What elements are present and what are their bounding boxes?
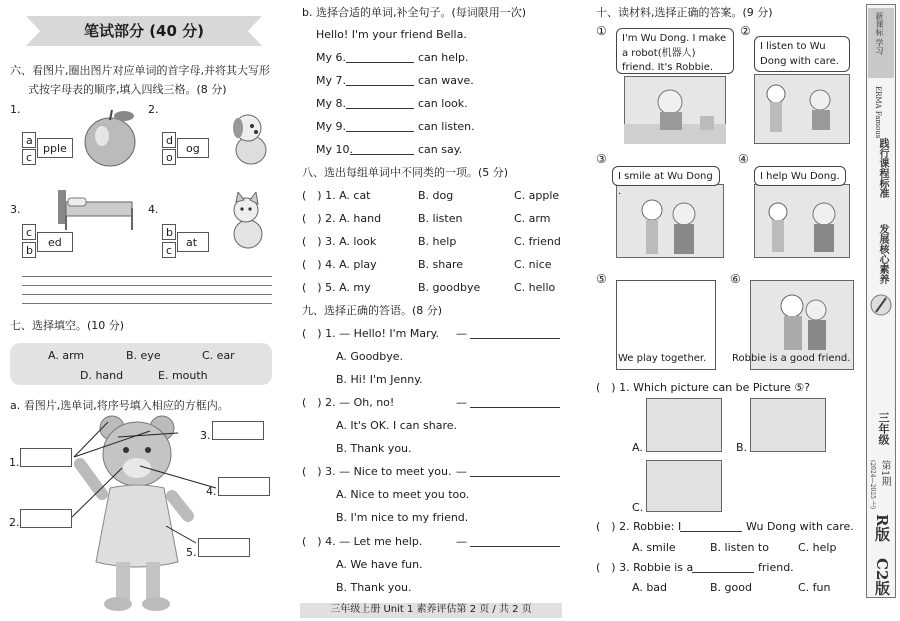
answer-box-4[interactable] <box>218 477 270 496</box>
q10-1-b[interactable]: B. <box>736 441 748 454</box>
apple-image <box>80 106 140 168</box>
caption-5: We play together. <box>618 353 707 364</box>
q9-4-a: A. We have fun. <box>336 558 423 571</box>
side-slogan-2: 发展核心素养 <box>877 224 888 284</box>
boy-robot-scene-4 <box>754 184 850 258</box>
q8-1-c: C. apple <box>514 189 560 202</box>
q9-title: 九、选择正确的答语。(8 分) <box>302 304 443 317</box>
pic-num-1: ① <box>596 24 607 38</box>
letter-box-o[interactable]: o <box>162 149 176 165</box>
q10-2-blank[interactable] <box>680 531 742 532</box>
blank-8[interactable] <box>346 108 414 109</box>
q10-3-end: friend. <box>758 561 794 574</box>
q7-title: 七、选择填空。(10 分) <box>10 319 125 332</box>
section-header-banner <box>26 14 262 48</box>
b-line-9-prefix: My 9. <box>316 120 346 133</box>
q9-4-b: B. Thank you. <box>336 581 412 594</box>
word-box-pple: pple <box>37 138 73 158</box>
q9-4-dash: — <box>456 535 467 548</box>
word-box-at: at <box>177 232 209 252</box>
q6-title-2: 式按字母表的顺序,填入四线三格。(8 分) <box>28 83 227 96</box>
q10-1-question[interactable]: ( ) 1. Which picture can be Picture ⑤? <box>596 381 810 394</box>
q6-num-4: 4. <box>148 203 159 216</box>
side-slogan-1: 践行课程标准 <box>877 138 888 198</box>
cat-image <box>224 192 270 250</box>
q6-num-3: 3. <box>10 203 21 216</box>
pic-num-5: ⑤ <box>596 272 607 286</box>
caption-6: Robbie is a good friend. <box>732 353 851 364</box>
boy-robot-scene-3 <box>616 184 724 258</box>
speech-bubble-4: I help Wu Dong. <box>754 166 846 186</box>
answer-box-5[interactable] <box>198 538 250 557</box>
letter-box-b[interactable]: b <box>22 242 36 258</box>
q8-1-b: B. dog <box>418 189 454 202</box>
option-c-image <box>646 460 722 512</box>
q10-3-b[interactable]: B. good <box>710 581 752 594</box>
b-line-7-prefix: My 7. <box>316 74 346 87</box>
q8-2-c: C. arm <box>514 212 551 225</box>
option-a-image <box>646 398 722 452</box>
word-box-og: og <box>177 138 209 158</box>
q8-3-c: C. friend <box>514 235 561 248</box>
q10-2-question[interactable]: ( ) 2. Robbie: I <box>596 520 682 533</box>
q8-5-c: C. hello <box>514 281 556 294</box>
q9-2-dash: — <box>456 396 467 409</box>
q9-4-question[interactable]: ( ) 4. — Let me help. <box>302 535 423 548</box>
q6-num-2: 2. <box>148 103 159 116</box>
opt-eye: B. eye <box>126 349 161 362</box>
q8-row-5[interactable]: ( ) 5. A. my <box>302 281 371 294</box>
q6-num-1: 1. <box>10 103 21 116</box>
q8-4-b: B. share <box>418 258 464 271</box>
letter-box-c[interactable]: c <box>22 149 36 165</box>
side-grade: 三年级 <box>877 412 890 445</box>
b-line-8-prefix: My 8. <box>316 97 346 110</box>
q9-1-question[interactable]: ( ) 1. — Hello! I'm Mary. <box>302 327 440 340</box>
page-footer: 三年级上册 Unit 1 素养评估第 2 页 / 共 2 页 <box>330 604 532 615</box>
opt-ear: C. ear <box>202 349 235 362</box>
b-line-9-end: can listen. <box>418 120 475 133</box>
pic-num-2: ② <box>740 24 751 38</box>
q8-row-1[interactable]: ( ) 1. A. cat <box>302 189 371 202</box>
q7a-num-3: 3. <box>200 429 211 442</box>
q9-2-blank[interactable] <box>470 407 560 408</box>
q7a-num-5: 5. <box>186 546 197 559</box>
q7a-num-2: 2. <box>9 516 20 529</box>
pic-num-4: ④ <box>738 152 749 166</box>
q6-title: 六、看图片,圈出图片对应单词的首字母,并将其大写形 <box>10 64 270 77</box>
b-line-6-end: can help. <box>418 51 469 64</box>
speech-bubble-3: I smile at Wu Dong . <box>612 166 720 186</box>
q9-2-b: B. Thank you. <box>336 442 412 455</box>
word-box-ed: ed <box>37 232 73 252</box>
q9-1-b: B. Hi! I'm Jenny. <box>336 373 423 386</box>
bed-image <box>54 186 140 234</box>
q8-5-b: B. goodbye <box>418 281 481 294</box>
side-brand: ERMA Famous <box>874 86 882 139</box>
pic-num-3: ③ <box>596 152 607 166</box>
section-header: 笔试部分 (40 分) <box>83 22 205 40</box>
blank-7[interactable] <box>346 85 414 86</box>
q8-3-b: B. help <box>418 235 457 248</box>
q8-2-b: B. listen <box>418 212 463 225</box>
b-line-10-prefix: My 10. <box>316 143 353 156</box>
q10-title: 十、读材料,选择正确的答案。(9 分) <box>596 6 773 19</box>
side-top: 新课标 学习 <box>875 12 884 55</box>
boy-robot-scene-2 <box>754 74 850 144</box>
opt-hand: D. hand <box>80 369 124 382</box>
q9-1-dash: — <box>456 327 467 340</box>
opt-mouth: E. mouth <box>158 369 208 382</box>
q10-3-c[interactable]: C. fun <box>798 581 831 594</box>
q8-4-c: C. nice <box>514 258 552 271</box>
blank-10[interactable] <box>350 154 414 155</box>
letter-box-d[interactable]: d <box>162 132 176 148</box>
b-line-6-prefix: My 6. <box>316 51 346 64</box>
pen-icon <box>870 290 892 320</box>
letter-box-c2[interactable]: c <box>22 224 36 240</box>
q9-1-blank[interactable] <box>470 338 560 339</box>
q9-3-question[interactable]: ( ) 3. — Nice to meet you. <box>302 465 452 478</box>
q9-4-blank[interactable] <box>470 546 560 547</box>
pic-num-6: ⑥ <box>730 272 741 286</box>
blank-9[interactable] <box>346 131 414 132</box>
speech-bubble-1: I'm Wu Dong. I make a robot(机器人) friend. It's Robbie. <box>616 28 734 74</box>
side-volume: 第1期 <box>879 460 890 487</box>
b-line-10-end: can say. <box>418 143 463 156</box>
answer-box-1[interactable] <box>20 448 72 467</box>
letter-box-a[interactable]: a <box>22 132 36 148</box>
q10-3-blank[interactable] <box>692 572 754 573</box>
q10-1-a[interactable]: A. <box>632 441 643 454</box>
answer-box-3[interactable] <box>212 421 264 440</box>
b-title: b. 选择合适的单词,补全句子。(每词限用一次) <box>302 6 527 19</box>
q9-3-a: A. Nice to meet you too. <box>336 488 470 501</box>
q10-2-b[interactable]: B. listen to <box>710 541 769 554</box>
boy-robot-scene-6 <box>750 280 854 350</box>
q8-title: 八、选出每组单词中不同类的一项。(5 分) <box>302 166 509 179</box>
q10-3-a[interactable]: A. bad <box>632 581 668 594</box>
q9-2-a: A. It's OK. I can share. <box>336 419 457 432</box>
q7a-title: a. 看图片,选单词,将序号填入相应的方框内。 <box>10 399 229 412</box>
side-year: (2024—2025 上) <box>869 460 876 510</box>
q9-3-dash: — <box>456 465 467 478</box>
speech-bubble-2: I listen to Wu Dong with care. <box>754 36 850 72</box>
q9-3-blank[interactable] <box>470 476 560 477</box>
four-line-grid[interactable] <box>22 276 272 306</box>
q7a-num-4: 4. <box>206 485 217 498</box>
option-b-image <box>750 398 826 452</box>
q10-2-c[interactable]: C. help <box>798 541 837 554</box>
q7a-num-1: 1. <box>9 456 20 469</box>
q10-2-end: Wu Dong with care. <box>746 520 854 533</box>
q8-row-4[interactable]: ( ) 4. A. play <box>302 258 377 271</box>
b-line-7-end: can wave. <box>418 74 474 87</box>
q8-row-2[interactable]: ( ) 2. A. hand <box>302 212 382 225</box>
b-intro: Hello! I'm your friend Bella. <box>316 28 467 41</box>
q9-1-a: A. Goodbye. <box>336 350 404 363</box>
letter-box-b2[interactable]: b <box>162 224 176 240</box>
answer-box-2[interactable] <box>20 509 72 528</box>
letter-box-c3[interactable]: c <box>162 242 176 258</box>
side-edition: R版 <box>873 514 891 542</box>
blank-6[interactable] <box>346 62 414 63</box>
q10-3-question[interactable]: ( ) 3. Robbie is a <box>596 561 694 574</box>
side-c-edition: C2版 <box>873 558 891 596</box>
dog-image <box>226 106 276 168</box>
q10-2-a[interactable]: A. smile <box>632 541 676 554</box>
q10-1-c[interactable]: C. <box>632 501 644 514</box>
b-line-8-end: can look. <box>418 97 468 110</box>
q9-3-b: B. I'm nice to my friend. <box>336 511 469 524</box>
q9-2-question[interactable]: ( ) 2. — Oh, no! <box>302 396 395 409</box>
q8-row-3[interactable]: ( ) 3. A. look <box>302 235 377 248</box>
boy-robot-scene-1 <box>624 76 726 144</box>
opt-arm: A. arm <box>48 349 85 362</box>
